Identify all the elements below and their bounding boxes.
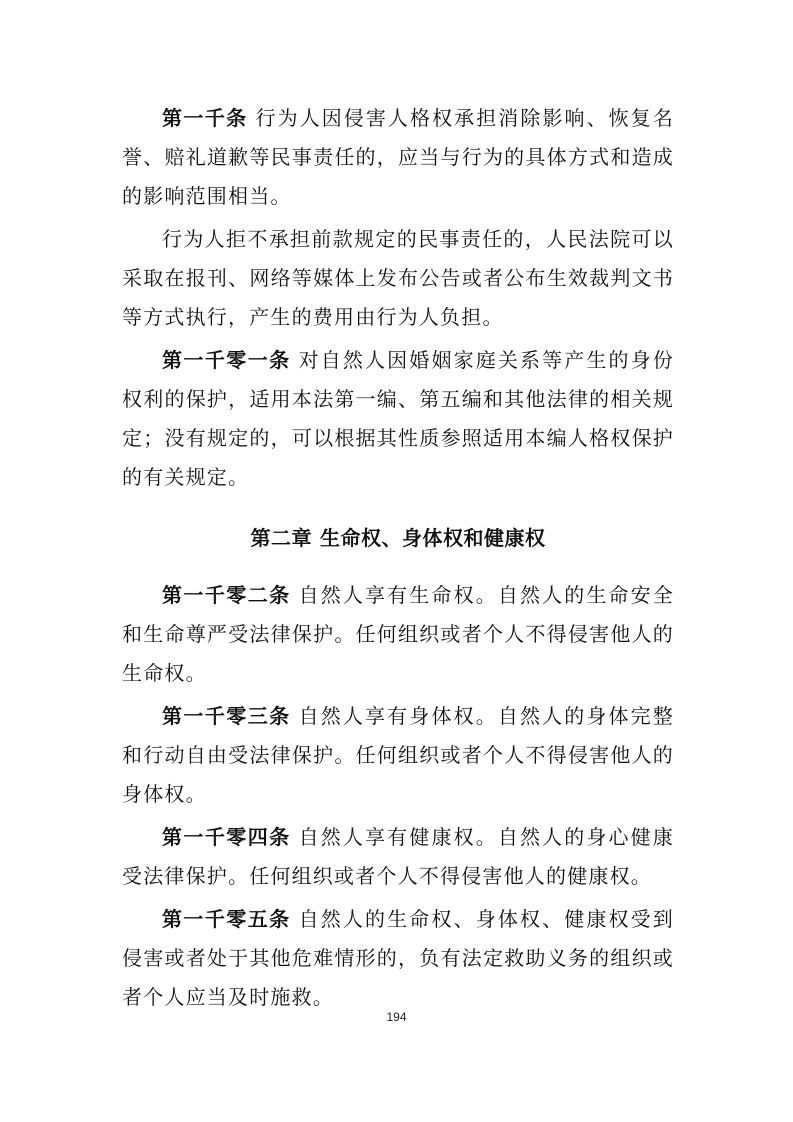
chapter-heading	[122, 519, 674, 558]
article-paragraph	[122, 341, 674, 497]
page-content	[122, 99, 674, 1017]
article-text: 自然人享有生命权。自然人的生命安全和生命尊严受法律保护。任何组织或者个人不得侵害他人的生命权。	[122, 583, 675, 685]
chapter-title: 生命权、身体权和健康权	[320, 526, 546, 550]
article-paragraph	[122, 99, 674, 216]
article-number: 第一千零四条	[162, 825, 291, 849]
page-number: 194	[386, 1010, 407, 1024]
article-number: 第一千零五条	[162, 907, 291, 931]
article-text: 自然人的生命权、身体权、健康权受到侵害或者处于其他危难情形的，负有法定救助义务的组织或者个人应当及时施救。	[122, 907, 675, 1009]
chapter-number: 第二章	[250, 526, 312, 550]
article-paragraph	[122, 818, 674, 896]
body-paragraph	[122, 220, 674, 337]
article-paragraph	[122, 576, 674, 693]
article-text: 自然人享有健康权。自然人的身心健康受法律保护。任何组织或者个人不得侵害他人的健康权。	[122, 825, 675, 888]
article-number: 第一千零一条	[162, 348, 291, 372]
article-number: 第一千零二条	[162, 583, 291, 607]
article-text: 自然人享有身体权。自然人的身体完整和行动自由受法律保护。任何组织或者个人不得侵害他人的身体权。	[122, 704, 675, 806]
article-paragraph	[122, 900, 674, 1017]
article-text: 对自然人因婚姻家庭关系等产生的身份权利的保护，适用本法第一编、第五编和其他法律的相关规定；没有规定的，可以根据其性质参照适用本编人格权保护的有关规定。	[122, 348, 675, 489]
article-number: 第一千条	[162, 106, 248, 130]
article-text: 行为人因侵害人格权承担消除影响、恢复名誉、赔礼道歉等民事责任的，应当与行为的具体方式和造成的影响范围相当。	[122, 106, 674, 208]
article-paragraph	[122, 697, 674, 814]
paragraph-text: 行为人拒不承担前款规定的民事责任的，人民法院可以采取在报刊、网络等媒体上发布公告或者公布生效裁判文书等方式执行，产生的费用由行为人负担。	[122, 227, 674, 329]
article-number: 第一千零三条	[162, 704, 291, 728]
